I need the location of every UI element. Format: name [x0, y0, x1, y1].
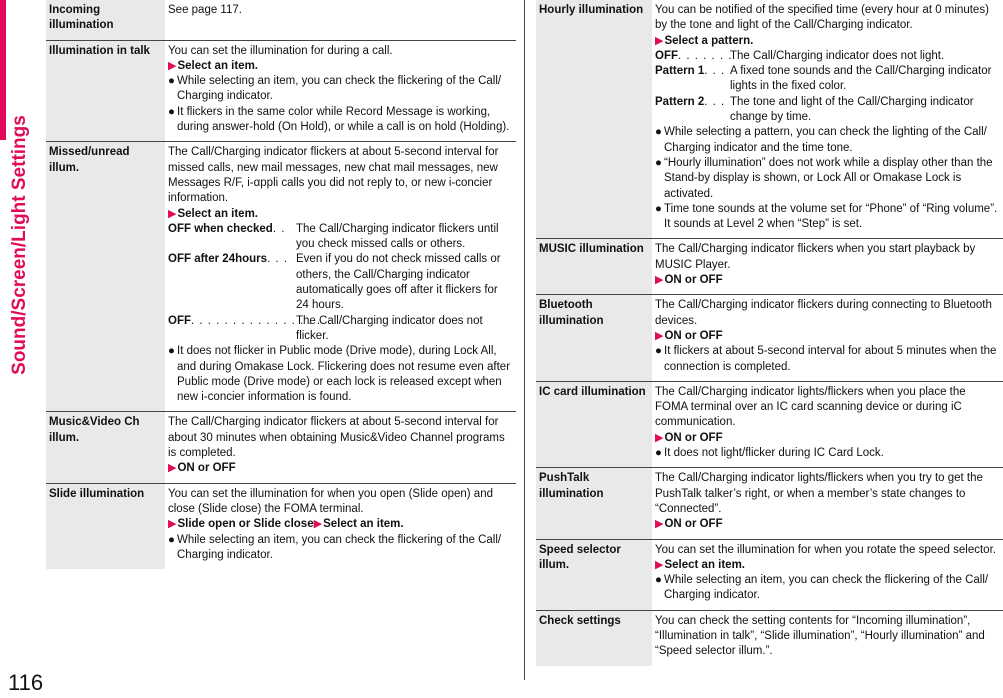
- bullet-note: [655, 125, 999, 156]
- option-row: [655, 64, 999, 95]
- bullet-icon: ●: [655, 574, 662, 587]
- table-row: [536, 295, 1003, 381]
- step-arrow-icon: ▶: [313, 518, 323, 531]
- setting-description: [165, 0, 516, 40]
- bullet-note: [168, 105, 512, 136]
- option-leader: . . .: [704, 95, 726, 108]
- table-row: [46, 0, 516, 40]
- description-text: You can check the setting contents for “Incoming illumination”, “Illumination in talk”, “Slide illumination”, “Hourly illumination” and “Speed selector illum.”.: [655, 614, 985, 658]
- description-text: You can set the illumination for during a call.: [168, 44, 393, 57]
- setting-term: Music&Video Ch illum.: [46, 412, 165, 483]
- bullet-icon: ●: [168, 345, 175, 358]
- option-row: [655, 49, 999, 64]
- option-row: [168, 222, 512, 253]
- description-text: You can set the illumination for when you open (Slide open) and close (Slide close) the FOMA terminal.: [168, 487, 493, 515]
- page-number: 116: [8, 670, 44, 695]
- step-text: ON or OFF: [177, 462, 236, 475]
- step-arrow-icon: ▶: [168, 462, 177, 475]
- bullet-note: [655, 202, 999, 233]
- step-text: ON or OFF: [664, 274, 723, 287]
- table-row: [46, 412, 516, 483]
- table-row: [46, 483, 516, 569]
- bullet-text: It flickers at about 5-second interval for about 5 minutes when the connection is completed.: [664, 345, 997, 373]
- bullet-icon: ●: [168, 105, 175, 118]
- step-line: [655, 273, 999, 288]
- step-line: [168, 461, 512, 476]
- description-text: See page 117.: [168, 4, 242, 16]
- step-arrow-icon: ▶: [655, 274, 664, 287]
- step-text: ON or OFF: [664, 329, 723, 342]
- step-text: Select a pattern.: [664, 34, 754, 47]
- setting-description: [652, 610, 1003, 665]
- step-arrow-icon: ▶: [655, 329, 664, 342]
- setting-description: [652, 468, 1003, 539]
- setting-term: Incoming illumination: [46, 0, 165, 40]
- setting-description: [652, 295, 1003, 381]
- bullet-note: [655, 446, 999, 461]
- option-value: A fixed tone sounds and the Call/Charging indicator lights in the fixed color.: [730, 65, 992, 93]
- bullet-note: [655, 573, 999, 604]
- bullet-note: [168, 74, 512, 105]
- setting-term: Speed selector illum.: [536, 539, 652, 610]
- bullet-icon: ●: [655, 126, 662, 139]
- description-text: The Call/Charging indicator flickers at about 5-second interval for missed calls, new mail messages, new chat mail messages, new Messages R/F, i-αppli calls you did not reply to, or new i-concier information.: [168, 146, 499, 205]
- option-leader: . . .: [704, 65, 726, 78]
- setting-term: Missed/unread illum.: [46, 142, 165, 412]
- description-text: The Call/Charging indicator flickers during connecting to Bluetooth devices.: [655, 299, 992, 327]
- step-text: Select an item.: [177, 59, 259, 72]
- bullet-text: It does not light/flicker during IC Card Lock.: [664, 447, 884, 460]
- bullet-text: It does not flicker in Public mode (Drive mode), during Lock All, and during Omakase Lock. Flickering does not resume even after Public mode (Drive mode) or each lock is released except when new i-concier information is found.: [177, 345, 511, 404]
- option-leader: . . . . . . . . . . . . . . . .: [191, 314, 322, 327]
- option-value: The tone and light of the Call/Charging indicator change by time.: [730, 95, 974, 124]
- bullet-icon: ●: [655, 345, 662, 358]
- option-leader: . . .: [267, 253, 289, 266]
- step-arrow-icon: ▶: [655, 34, 664, 47]
- step-text: Select an item.: [177, 207, 259, 220]
- step-text: ON or OFF: [664, 518, 723, 531]
- step-text: Select an item.: [664, 558, 746, 571]
- step-arrow-icon: ▶: [655, 431, 664, 444]
- section-side-tab: [0, 0, 36, 698]
- setting-term: Hourly illumination: [536, 0, 652, 239]
- bullet-note: [168, 533, 512, 564]
- bullet-text: While selecting an item, you can check the flickering of the Call/ Charging indicator.: [177, 75, 502, 103]
- bullet-text: While selecting a pattern, you can check the lighting of the Call/ Charging indicator and the time tone.: [664, 126, 987, 154]
- setting-term: IC card illumination: [536, 381, 652, 467]
- description-text: The Call/Charging indicator flickers when you start playback by MUSIC Player.: [655, 243, 976, 271]
- bullet-icon: ●: [168, 533, 175, 546]
- setting-description: [652, 381, 1003, 467]
- step-line: [168, 207, 512, 222]
- step-line: [655, 431, 999, 446]
- step-line: [655, 329, 999, 344]
- setting-description: [652, 0, 1003, 239]
- option-key: OFF: [168, 314, 191, 327]
- description-text: The Call/Charging indicator flickers at about 5-second interval for about 30 minutes when obtaining Music&Video Channel programs is completed.: [168, 416, 505, 460]
- bullet-note: [655, 344, 999, 375]
- setting-term: PushTalk illumination: [536, 468, 652, 539]
- setting-description: [165, 40, 516, 142]
- left-settings-table: [46, 0, 516, 569]
- description-text: The Call/Charging indicator lights/flickers when you try to get the PushTalk talker’s right, or when a member’s state changes to “Connected”.: [655, 472, 983, 515]
- setting-description: [165, 412, 516, 483]
- bullet-text: “Hourly illumination” does not work while a display other than the Stand-by display is shown, or Lock All or Omakase Lock is activated.: [664, 156, 993, 200]
- setting-description: [652, 539, 1003, 610]
- setting-description: [165, 142, 516, 412]
- bullet-note: [655, 156, 999, 202]
- table-row: [536, 468, 1003, 539]
- bullet-icon: ●: [168, 75, 175, 88]
- option-leader: . .: [272, 222, 286, 235]
- step-line: [168, 59, 512, 74]
- column-divider: [524, 0, 525, 680]
- setting-description: [165, 483, 516, 569]
- right-settings-table: [536, 0, 1003, 666]
- step-line: [168, 517, 512, 532]
- setting-term: Slide illumination: [46, 483, 165, 569]
- option-row: [168, 314, 512, 345]
- step-arrow-icon: ▶: [168, 518, 177, 531]
- option-value: The Call/Charging indicator does not flicker.: [296, 314, 483, 342]
- section-title: Sound/Screen/Light Settings: [9, 115, 30, 375]
- description-text: You can be notified of the specified time (every hour at 0 minutes) by the tone and light of the Call/Charging indicator.: [655, 4, 989, 32]
- option-key: OFF when checked: [168, 222, 273, 235]
- option-row: [168, 252, 512, 313]
- option-row: [655, 95, 999, 126]
- table-row: [536, 539, 1003, 610]
- description-text: The Call/Charging indicator lights/flickers when you place the FOMA terminal over an IC card scanning device or during iC communication.: [655, 385, 966, 429]
- bullet-text: While selecting an item, you can check the flickering of the Call/ Charging indicator.: [177, 533, 502, 561]
- table-row: [536, 239, 1003, 295]
- option-value: The Call/Charging indicator flickers until you check missed calls or others.: [296, 222, 499, 251]
- option-value: The Call/Charging indicator does not light.: [730, 49, 945, 62]
- step-line: [655, 34, 999, 49]
- setting-description: [652, 239, 1003, 295]
- setting-term: Illumination in talk: [46, 40, 165, 142]
- setting-term: Check settings: [536, 610, 652, 665]
- bullet-text: It flickers in the same color while Record Message is working, during answer-hold (On Hold), or while a call is on hold (Holding).: [177, 105, 510, 134]
- step-text: Slide open or Slide close: [177, 518, 314, 531]
- table-row: [536, 381, 1003, 467]
- step-line: [655, 558, 999, 573]
- table-row: [536, 610, 1003, 665]
- setting-term: Bluetooth illumination: [536, 295, 652, 381]
- table-row: [46, 142, 516, 412]
- step-arrow-icon: ▶: [168, 207, 177, 220]
- option-key: Pattern 2: [655, 95, 705, 108]
- bullet-icon: ●: [655, 156, 662, 169]
- setting-term: MUSIC illumination: [536, 239, 652, 295]
- option-leader: . . . . . . .: [678, 49, 733, 62]
- option-key: Pattern 1: [655, 65, 705, 78]
- bullet-text: While selecting an item, you can check the flickering of the Call/ Charging indicator.: [664, 574, 989, 602]
- bullet-icon: ●: [655, 447, 662, 460]
- option-value: Even if you do not check missed calls or others, the Call/Charging indicator automatically goes off after it flickers for 24 hours.: [296, 253, 501, 312]
- description-text: You can set the illumination for when you rotate the speed selector.: [655, 543, 996, 556]
- step-arrow-icon: ▶: [655, 558, 664, 571]
- step-text: ON or OFF: [664, 431, 723, 444]
- bullet-icon: ●: [655, 202, 662, 215]
- table-row: [536, 0, 1003, 239]
- option-key: OFF: [655, 49, 678, 62]
- step-text: Select an item.: [323, 518, 404, 531]
- option-key: OFF after 24hours: [168, 253, 268, 266]
- step-arrow-icon: ▶: [168, 59, 177, 72]
- bullet-text: Time tone sounds at the volume set for “Phone” of “Ring volume”. It sounds at Level 2 when “Step” is set.: [664, 202, 998, 231]
- step-arrow-icon: ▶: [655, 518, 664, 531]
- bullet-note: [168, 344, 512, 405]
- step-line: [655, 517, 999, 532]
- table-row: [46, 40, 516, 142]
